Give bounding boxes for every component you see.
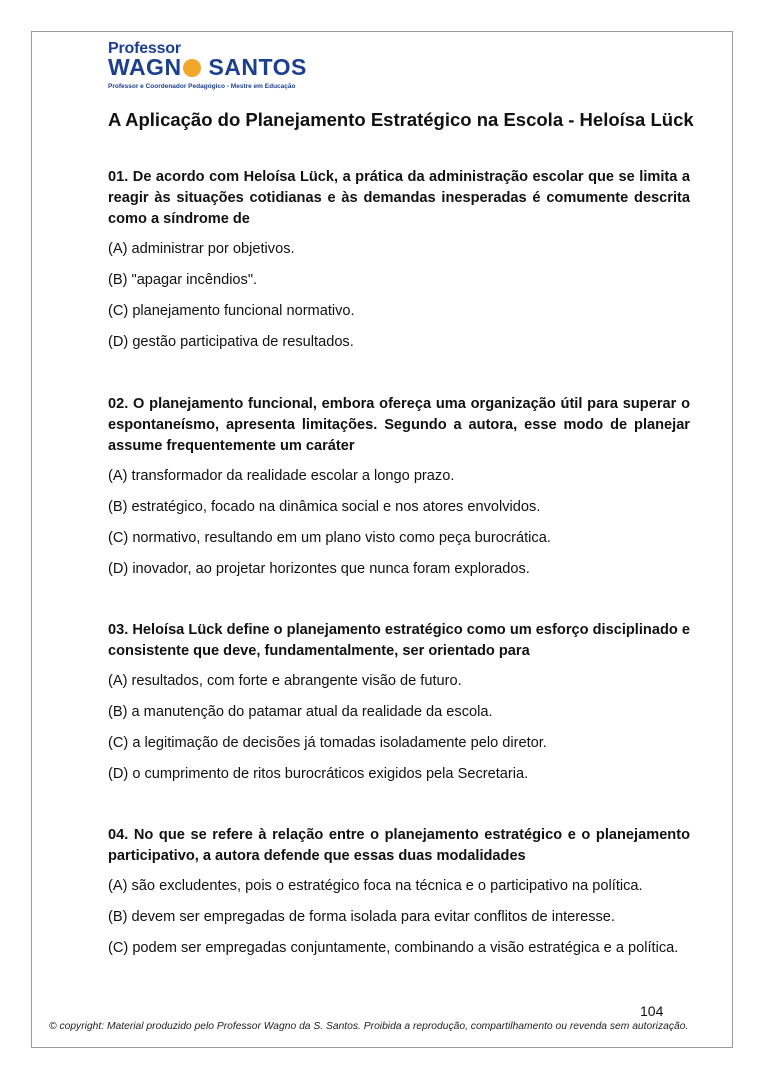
question-stem: 04. No que se refere à relação entre o planejamento estratégico e o planejamento participativo, a autora defende que essas duas modalidades <box>108 827 690 864</box>
question-option: (A) transformador da realidade escolar a longo prazo. <box>108 468 455 484</box>
question-option: (B) devem ser empregadas de forma isolada para evitar conflitos de interesse. <box>108 909 615 925</box>
question-option: (B) a manutenção do patamar atual da realidade da escola. <box>108 704 493 720</box>
logo-line-name <box>108 54 307 81</box>
question-stem: 02. O planejamento funcional, embora ofereça uma organização útil para superar o espontaneísmo, apresenta limitações. Segundo a autora, esse modo de planejar assume frequentemente um caráter <box>108 396 690 454</box>
question-option: (D) o cumprimento de ritos burocráticos exigidos pela Secretaria. <box>108 766 529 782</box>
question-option: (A) são excludentes, pois o estratégico foca na técnica e o participativo na política. <box>108 878 643 894</box>
brand-logo <box>108 40 323 90</box>
logo-name-last: SANTOS <box>201 54 307 80</box>
question-stem: 01. De acordo com Heloísa Lück, a prática da administração escolar que se limita a reagir às situações cotidianas e às demandas inesperadas é comumente descrita como a síndrome de <box>108 169 690 227</box>
footer-credit: © copyright: Material produzido pelo Professor Wagno da S. Santos. <box>49 1021 361 1032</box>
question-option: (C) podem ser empregadas conjuntamente, combinando a visão estratégica e a política. <box>108 940 679 956</box>
logo-line-professor: Professor <box>108 40 181 57</box>
question-option: (B) "apagar incêndios". <box>108 272 258 288</box>
page-number: 104 <box>640 1003 664 1019</box>
footer-copyright <box>49 1021 688 1032</box>
question-option: (A) resultados, com forte e abrangente visão de futuro. <box>108 673 462 689</box>
question-option: (C) a legitimação de decisões já tomadas isoladamente pelo diretor. <box>108 735 547 751</box>
document-title: A Aplicação do Planejamento Estratégico na Escola - Heloísa Lück <box>108 109 694 130</box>
question-stem: 03. Heloísa Lück define o planejamento estratégico como um esforço disciplinado e consistente que deve, fundamentalmente, ser orientado para <box>108 622 690 659</box>
question-option: (C) normativo, resultando em um plano visto como peça burocrática. <box>108 530 551 546</box>
question-option: (A) administrar por objetivos. <box>108 241 295 257</box>
question-option: (D) gestão participativa de resultados. <box>108 334 354 350</box>
footer-notice: Proibida a reprodução, compartilhamento ou revenda sem autorização. <box>360 1021 689 1032</box>
question-option: (D) inovador, ao projetar horizontes que nunca foram explorados. <box>108 561 530 577</box>
logo-tagline: Professor e Coordenador Pedagógico - Mestre em Educação <box>108 83 296 90</box>
question-option: (C) planejamento funcional normativo. <box>108 303 355 319</box>
sun-icon <box>183 59 201 77</box>
question-option: (B) estratégico, focado na dinâmica social e nos atores envolvidos. <box>108 499 541 515</box>
logo-name-first: WAGN <box>108 54 182 80</box>
